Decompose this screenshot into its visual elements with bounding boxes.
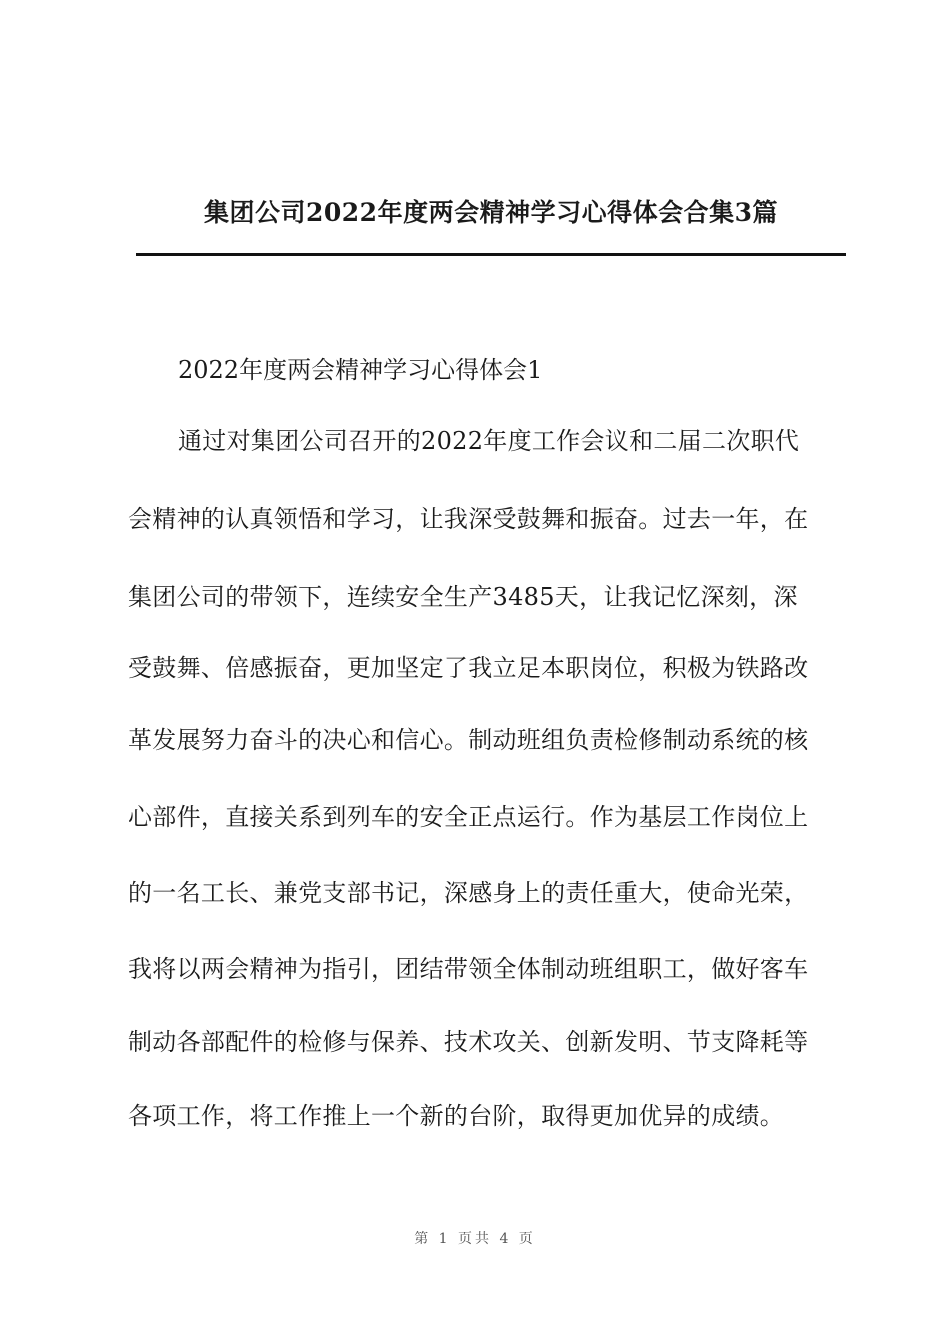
paragraph-line: 心部件，直接关系到列车的安全正点运行。作为基层工作岗位上	[128, 803, 809, 831]
paragraph-line: 会精神的认真领悟和学习，让我深受鼓舞和振奋。过去一年，在	[128, 505, 809, 533]
document-title: 集团公司2022年度两会精神学习心得体会合集3篇	[204, 198, 778, 227]
section-heading: 2022年度两会精神学习心得体会1	[178, 356, 543, 384]
paragraph-line: 的一名工长、兼党支部书记，深感身上的责任重大，使命光荣，	[128, 879, 809, 907]
paragraph-line: 我将以两会精神为指引，团结带领全体制动班组职工，做好客车	[128, 955, 809, 983]
paragraph-line: 集团公司的带领下，连续安全生产3485天，让我记忆深刻，深	[128, 583, 798, 611]
paragraph-line: 制动各部配件的检修与保养、技术攻关、创新发明、节支降耗等	[128, 1028, 809, 1056]
paragraph-line: 革发展努力奋斗的决心和信心。制动班组负责检修制动系统的核	[128, 726, 809, 754]
title-divider	[136, 253, 846, 256]
page-number-footer: 第 1 页共 4 页	[414, 1231, 536, 1247]
paragraph-line: 受鼓舞、倍感振奋，更加坚定了我立足本职岗位，积极为铁路改	[128, 654, 809, 682]
paragraph-line: 各项工作，将工作推上一个新的台阶，取得更加优异的成绩。	[128, 1102, 785, 1130]
paragraph-line: 通过对集团公司召开的2022年度工作会议和二届二次职代	[178, 427, 800, 455]
